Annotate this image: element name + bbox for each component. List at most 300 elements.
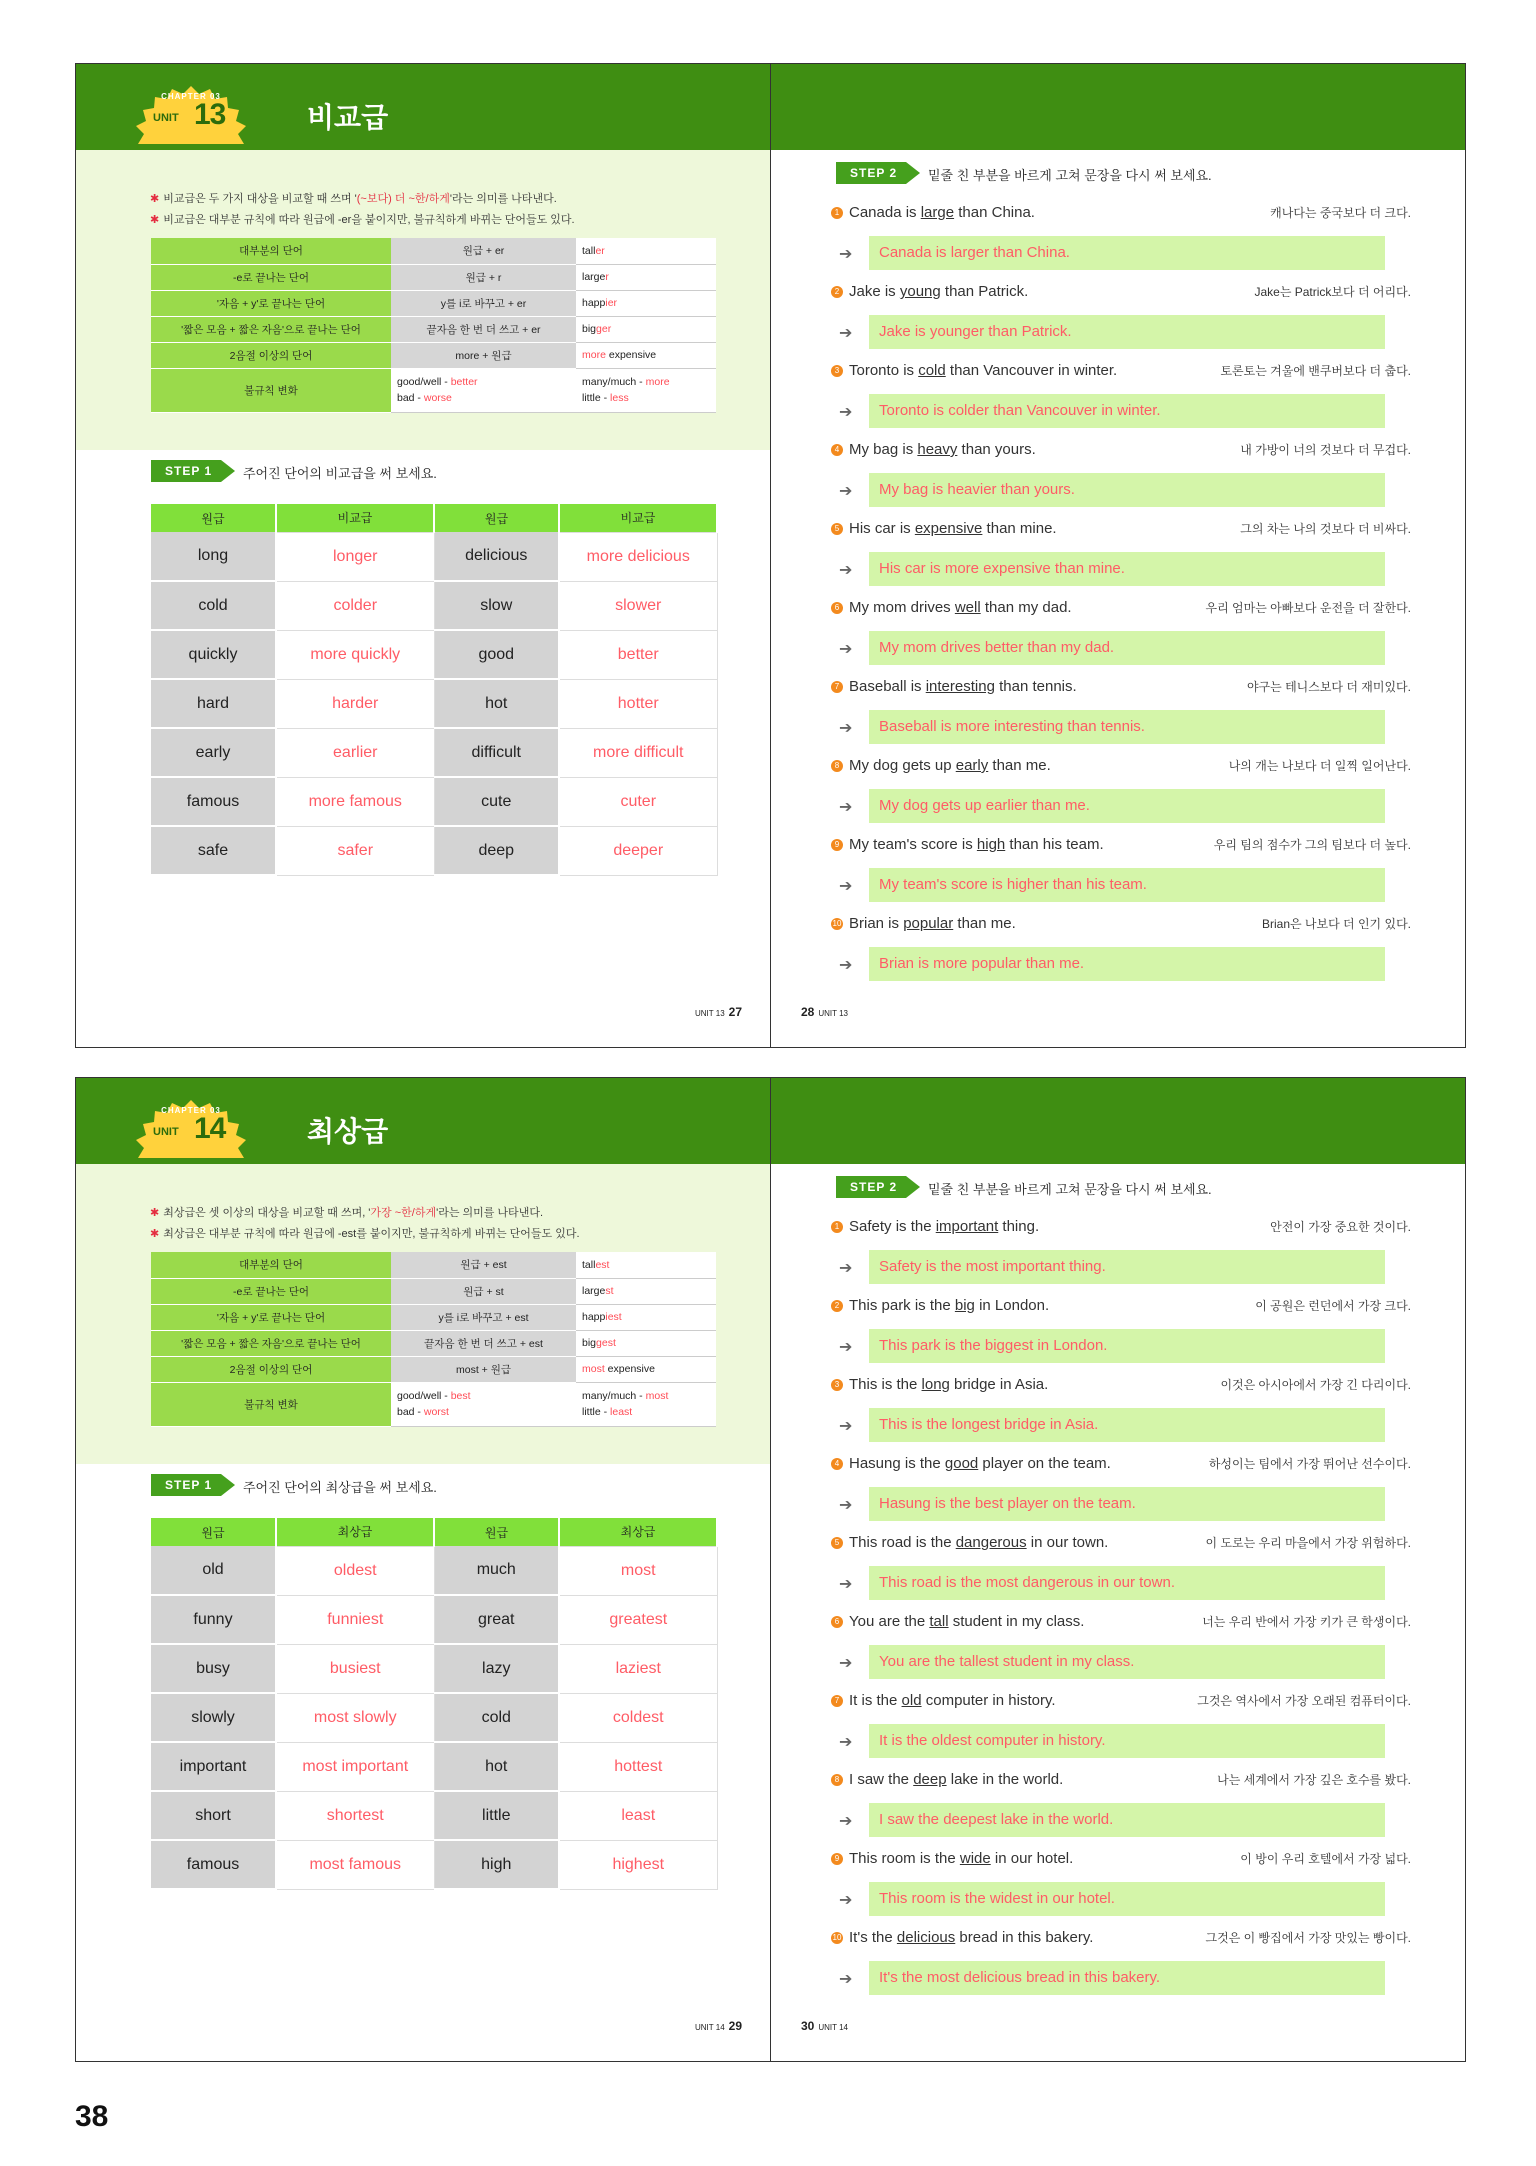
korean-translation: 그것은 역사에서 가장 오래된 컴퓨터이다. — [1197, 1694, 1411, 1708]
sentence-start: It is the — [849, 1692, 902, 1709]
step2-label: STEP 2 — [836, 1176, 906, 1198]
irregular-label: 불규칙 변화 — [151, 1382, 391, 1426]
question-sentence — [831, 1532, 1411, 1554]
question-sentence — [831, 597, 1411, 619]
answer-word: slower — [559, 581, 717, 630]
base-word: important — [151, 1742, 276, 1791]
column-header: 최상급 — [276, 1518, 434, 1546]
word-row — [151, 1791, 717, 1840]
question-item — [831, 202, 1411, 270]
sentence-start: Brian is — [849, 915, 904, 932]
irregular-form: best — [450, 1390, 471, 1402]
unit-header — [76, 1078, 770, 1164]
example-suffix: er — [595, 244, 605, 257]
step1-instruction: 주어진 단어의 비교급을 써 보세요. — [243, 466, 437, 481]
question-number-icon: 6 — [831, 602, 843, 614]
base-word: hot — [434, 679, 559, 728]
irregular-base: bad - — [397, 1406, 424, 1418]
base-word: cold — [151, 581, 276, 630]
base-word: cold — [434, 1693, 559, 1742]
example-suffix: st — [605, 1285, 614, 1297]
irregular-form: worse — [423, 392, 452, 404]
rule-word-type: '짧은 모음 + 짧은 자음'으로 끝나는 단어 — [151, 316, 391, 342]
base-word: busy — [151, 1644, 276, 1693]
question-sentence — [831, 281, 1411, 303]
note-highlight: 가장 ~한/하게 — [370, 1207, 437, 1219]
answer-box: This is the longest bridge in Asia. — [869, 1408, 1385, 1442]
rule-row — [151, 290, 716, 316]
base-word: early — [151, 728, 276, 777]
word-row — [151, 1595, 717, 1644]
irregular-examples-b — [576, 368, 716, 412]
note-text-end: '라는 의미를 나타낸다. — [449, 193, 557, 205]
note-text: 최상급은 셋 이상의 대상을 비교할 때 쓰며, ' — [163, 1207, 371, 1219]
answer-word: hottest — [559, 1742, 717, 1791]
rule-formation: 원급 + r — [391, 264, 576, 290]
sentence-start: You are the — [849, 1613, 930, 1630]
sentence-end: in London. — [974, 1297, 1050, 1314]
sentence-end: in our town. — [1026, 1534, 1109, 1551]
answer-line — [831, 631, 1411, 665]
example-prefix: most — [582, 1363, 605, 1375]
answer-line — [831, 1724, 1411, 1758]
underlined-word: old — [901, 1692, 922, 1709]
question-sentence — [831, 1453, 1411, 1475]
answer-word: most — [559, 1546, 717, 1595]
irregular-base: good/well - — [397, 376, 451, 388]
rule-example — [576, 1356, 716, 1382]
unit-badge — [132, 1100, 250, 1160]
sentence-start: This road is the — [849, 1534, 956, 1551]
answer-line — [831, 236, 1411, 270]
rule-word-type: '짧은 모음 + 짧은 자음'으로 끝나는 단어 — [151, 1330, 391, 1356]
note-line — [150, 189, 575, 210]
answer-line — [831, 1329, 1411, 1363]
underlined-word: well — [954, 599, 981, 616]
arrow-right-icon: ➔ — [839, 1813, 853, 1830]
step1-instruction: 주어진 단어의 최상급을 써 보세요. — [243, 1480, 437, 1495]
sentence-end: player on the team. — [978, 1455, 1111, 1472]
question-number-icon: 3 — [831, 365, 843, 377]
answer-line — [831, 1645, 1411, 1679]
star-icon: ✱ — [150, 214, 160, 226]
base-word: short — [151, 1791, 276, 1840]
unit-label: UNIT — [153, 1126, 179, 1138]
rule-row — [151, 1252, 716, 1278]
question-number-icon: 2 — [831, 1300, 843, 1312]
sentence-end: student in my class. — [948, 1613, 1085, 1630]
answer-line — [831, 473, 1411, 507]
right-page-footer — [801, 2019, 852, 2033]
question-sentence — [831, 1611, 1411, 1633]
arrow-right-icon: ➔ — [839, 483, 853, 500]
unit-number: 13 — [194, 98, 226, 131]
rule-example — [576, 1252, 716, 1278]
word-table — [151, 1518, 718, 1890]
underlined-word: large — [920, 204, 955, 221]
question-item — [831, 834, 1411, 902]
left-page-footer — [691, 1005, 742, 1019]
question-sentence — [831, 913, 1411, 935]
rule-word-type: 2음절 이상의 단어 — [151, 342, 391, 368]
answer-box: Safety is the most important thing. — [869, 1250, 1385, 1284]
question-number-icon: 5 — [831, 1537, 843, 1549]
sentence-end: lake in the world. — [946, 1771, 1064, 1788]
answer-word: cuter — [559, 777, 717, 826]
question-number-icon: 7 — [831, 1695, 843, 1707]
right-page — [771, 1078, 1465, 2061]
base-word: famous — [151, 1840, 276, 1889]
word-table-header — [151, 1518, 717, 1546]
word-row — [151, 532, 717, 581]
question-number-icon: 10 — [832, 1933, 842, 1943]
answer-word: harder — [276, 679, 434, 728]
footer-unit: UNIT 14 — [695, 2023, 725, 2032]
arrow-right-icon: ➔ — [839, 641, 853, 658]
question-sentence — [831, 1295, 1411, 1317]
irregular-base: bad - — [397, 392, 424, 404]
answer-box: Jake is younger than Patrick. — [869, 315, 1385, 349]
base-word: hard — [151, 679, 276, 728]
column-header: 원급 — [434, 1518, 559, 1546]
answer-box: His car is more expensive than mine. — [869, 552, 1385, 586]
arrow-right-icon: ➔ — [839, 325, 853, 342]
rule-word-type: '자음 + y'로 끝나는 단어 — [151, 1304, 391, 1330]
sentence-start: Canada is — [849, 204, 921, 221]
sentence-end: than Patrick. — [940, 283, 1029, 300]
irregular-row — [151, 1382, 716, 1426]
answer-word: coldest — [559, 1693, 717, 1742]
base-word: great — [434, 1595, 559, 1644]
answer-word: most important — [276, 1742, 434, 1791]
answer-box: Hasung is the best player on the team. — [869, 1487, 1385, 1521]
sentence-start: This is the — [849, 1376, 922, 1393]
answer-box: Canada is larger than China. — [869, 236, 1385, 270]
star-icon: ✱ — [150, 193, 160, 205]
question-number-icon: 9 — [831, 1853, 843, 1865]
example-rest: expensive — [605, 349, 657, 361]
answer-word: hotter — [559, 679, 717, 728]
question-sentence — [831, 1216, 1411, 1238]
rule-formation: y를 i로 바꾸고 + est — [391, 1304, 576, 1330]
korean-translation: 나는 세계에서 가장 깊은 호수를 봤다. — [1217, 1773, 1411, 1787]
sentence-start: His car is — [849, 520, 915, 537]
rule-word-type: -e로 끝나는 단어 — [151, 264, 391, 290]
answer-box: This room is the widest in our hotel. — [869, 1882, 1385, 1916]
underlined-word: big — [954, 1297, 975, 1314]
rule-formation: y를 i로 바꾸고 + er — [391, 290, 576, 316]
korean-translation: 이 공원은 런던에서 가장 크다. — [1255, 1299, 1411, 1313]
question-number-icon: 1 — [831, 1221, 843, 1233]
footer-page-number: 29 — [728, 2019, 742, 2033]
base-word: difficult — [434, 728, 559, 777]
answer-box: It is the oldest computer in history. — [869, 1724, 1385, 1758]
rule-word-type: 대부분의 단어 — [151, 1252, 391, 1278]
word-table-header — [151, 504, 717, 532]
example-base: large — [582, 271, 606, 283]
korean-translation: 이 방이 우리 호텔에서 가장 넓다. — [1240, 1852, 1411, 1866]
sentence-start: Safety is the — [849, 1218, 936, 1235]
sentence-end: than mine. — [982, 520, 1057, 537]
arrow-right-icon: ➔ — [839, 1892, 853, 1909]
grammar-notes — [150, 189, 575, 231]
underlined-word: cold — [918, 362, 946, 379]
korean-translation: Brian은 나보다 더 인기 있다. — [1261, 917, 1411, 931]
sentence-end: than my dad. — [980, 599, 1072, 616]
unit-label: UNIT — [153, 112, 179, 124]
question-sentence — [831, 439, 1411, 461]
sentence-end: than yours. — [957, 441, 1036, 458]
korean-translation: 야구는 테니스보다 더 재미있다. — [1246, 680, 1411, 694]
word-table — [151, 504, 718, 876]
note-text: 비교급은 대부분 규칙에 따라 원급에 -er을 붙이지만, 불규칙하게 바뀌는 단어들도 있다. — [163, 214, 575, 226]
question-item — [831, 676, 1411, 744]
underlined-word: dangerous — [955, 1534, 1027, 1551]
irregular-base: little - — [582, 392, 611, 404]
question-item — [831, 1216, 1411, 1284]
question-item — [831, 1295, 1411, 1363]
answer-box: It's the most delicious bread in this bakery. — [869, 1961, 1385, 1995]
irregular-examples-a — [391, 1382, 576, 1426]
word-row — [151, 1546, 717, 1595]
arrow-right-icon: ➔ — [839, 1655, 853, 1672]
question-item — [831, 1927, 1411, 1995]
korean-translation: 이것은 아시아에서 가장 긴 다리이다. — [1220, 1378, 1411, 1392]
rule-table — [151, 1252, 716, 1427]
answer-word: most famous — [276, 1840, 434, 1889]
base-word: good — [434, 630, 559, 679]
underlined-word: long — [921, 1376, 950, 1393]
word-row — [151, 630, 717, 679]
answer-word: earlier — [276, 728, 434, 777]
word-row — [151, 777, 717, 826]
base-word: old — [151, 1546, 276, 1595]
footer-unit: UNIT 13 — [818, 1009, 848, 1018]
base-word: hot — [434, 1742, 559, 1791]
underlined-word: heavy — [917, 441, 958, 458]
question-number-icon: 9 — [831, 839, 843, 851]
arrow-right-icon: ➔ — [839, 404, 853, 421]
sentence-end: computer in history. — [921, 1692, 1056, 1709]
base-word: funny — [151, 1595, 276, 1644]
answer-word: highest — [559, 1840, 717, 1889]
sentence-start: My mom drives — [849, 599, 955, 616]
rule-formation: 끝자음 한 번 더 쓰고 + er — [391, 316, 576, 342]
base-word: little — [434, 1791, 559, 1840]
question-item — [831, 439, 1411, 507]
base-word: cute — [434, 777, 559, 826]
sentence-start: This park is the — [849, 1297, 955, 1314]
irregular-examples-a — [391, 368, 576, 412]
korean-translation: 캐나다는 중국보다 더 크다. — [1270, 206, 1411, 220]
base-word: famous — [151, 777, 276, 826]
answer-word: more delicious — [559, 532, 717, 581]
answer-line — [831, 947, 1411, 981]
question-sentence — [831, 202, 1411, 224]
sentence-end: thing. — [998, 1218, 1040, 1235]
question-number-icon: 1 — [831, 207, 843, 219]
rule-row — [151, 238, 716, 264]
question-sentence — [831, 1690, 1411, 1712]
word-row — [151, 1693, 717, 1742]
sentence-start: My team's score is — [849, 836, 977, 853]
answer-box: Baseball is more interesting than tennis. — [869, 710, 1385, 744]
irregular-row — [151, 368, 716, 412]
answer-word: most slowly — [276, 1693, 434, 1742]
word-row — [151, 679, 717, 728]
answer-box: This road is the most dangerous in our town. — [869, 1566, 1385, 1600]
korean-translation: 우리 엄마는 아빠보다 운전을 더 잘한다. — [1205, 601, 1411, 615]
rule-formation: more + 원급 — [391, 342, 576, 368]
question-item — [831, 1453, 1411, 1521]
note-text-end: '라는 의미를 나타낸다. — [436, 1207, 543, 1219]
column-header: 최상급 — [559, 1518, 717, 1546]
star-icon: ✱ — [150, 1228, 160, 1240]
footer-unit: UNIT 14 — [818, 2023, 848, 2032]
underlined-word: good — [944, 1455, 979, 1472]
korean-translation: 안전이 가장 중요한 것이다. — [1270, 1220, 1411, 1234]
rule-word-type: -e로 끝나는 단어 — [151, 1278, 391, 1304]
question-number-icon: 2 — [831, 286, 843, 298]
answer-line — [831, 1961, 1411, 1995]
unit-badge — [132, 86, 250, 146]
answer-word: longer — [276, 532, 434, 581]
rule-formation: 원급 + est — [391, 1252, 576, 1278]
irregular-form: most — [645, 1390, 669, 1402]
spread-unit-14 — [75, 1077, 1466, 2062]
sentence-end: than me. — [988, 757, 1051, 774]
note-line — [150, 1224, 580, 1245]
answer-line — [831, 1408, 1411, 1442]
question-item — [831, 1532, 1411, 1600]
korean-translation: Jake는 Patrick보다 더 어리다. — [1254, 285, 1411, 299]
example-rest: expensive — [604, 1363, 655, 1375]
example-suffix: iest — [605, 1311, 622, 1323]
footer-unit: UNIT 13 — [695, 1009, 725, 1018]
column-header: 원급 — [151, 1518, 276, 1546]
sentence-end: than his team. — [1005, 836, 1104, 853]
left-page — [76, 64, 771, 1047]
page-number: 38 — [75, 2100, 109, 2133]
sentence-start: This room is the — [849, 1850, 960, 1867]
irregular-base: good/well - — [397, 1390, 451, 1402]
star-icon: ✱ — [150, 1207, 160, 1219]
step2-label: STEP 2 — [836, 162, 906, 184]
rule-example — [576, 264, 716, 290]
underlined-word: tall — [929, 1613, 949, 1630]
answer-word: oldest — [276, 1546, 434, 1595]
rule-table — [151, 238, 716, 413]
base-word: lazy — [434, 1644, 559, 1693]
answer-word: deeper — [559, 826, 717, 875]
rule-example — [576, 1278, 716, 1304]
example-base: tall — [582, 1258, 596, 1271]
underlined-word: early — [955, 757, 989, 774]
answer-line — [831, 315, 1411, 349]
underlined-word: young — [899, 283, 941, 300]
note-line — [150, 210, 575, 231]
rule-row — [151, 342, 716, 368]
question-item — [831, 913, 1411, 981]
base-word: slow — [434, 581, 559, 630]
arrow-right-icon: ➔ — [839, 957, 853, 974]
irregular-form: better — [450, 376, 478, 388]
arrow-right-icon: ➔ — [839, 1497, 853, 1514]
rule-row — [151, 1304, 716, 1330]
arrow-right-icon: ➔ — [839, 1576, 853, 1593]
korean-translation: 토론토는 겨울에 밴쿠버보다 더 춥다. — [1220, 364, 1411, 378]
step1-label: STEP 1 — [151, 1474, 221, 1496]
base-word: delicious — [434, 532, 559, 581]
irregular-base: many/much - — [582, 376, 646, 388]
base-word: much — [434, 1546, 559, 1595]
question-item — [831, 1690, 1411, 1758]
unit-number: 14 — [194, 1112, 226, 1145]
right-page-footer — [801, 1005, 852, 1019]
answer-word: more quickly — [276, 630, 434, 679]
rule-formation: 끝자음 한 번 더 쓰고 + est — [391, 1330, 576, 1356]
answer-box: My mom drives better than my dad. — [869, 631, 1385, 665]
korean-translation: 내 가방이 너의 것보다 더 무겁다. — [1240, 443, 1411, 457]
sentence-end: bread in this bakery. — [955, 1929, 1094, 1946]
column-header: 원급 — [434, 504, 559, 532]
answer-box: I saw the deepest lake in the world. — [869, 1803, 1385, 1837]
word-row — [151, 1742, 717, 1791]
question-sentence — [831, 755, 1411, 777]
right-header-band — [771, 1078, 1465, 1164]
step2-instruction: 밑줄 친 부분을 바르게 고쳐 문장을 다시 써 보세요. — [928, 1182, 1212, 1197]
right-header-band — [771, 64, 1465, 150]
word-row — [151, 1644, 717, 1693]
question-item — [831, 755, 1411, 823]
question-number-icon: 4 — [831, 1458, 843, 1470]
arrow-right-icon: ➔ — [839, 1260, 853, 1277]
rule-word-type: '자음 + y'로 끝나는 단어 — [151, 290, 391, 316]
question-sentence — [831, 1769, 1411, 1791]
irregular-label: 불규칙 변화 — [151, 368, 391, 412]
left-page — [76, 1078, 771, 2061]
sentence-end: bridge in Asia. — [949, 1376, 1049, 1393]
rule-formation: most + 원급 — [391, 1356, 576, 1382]
korean-translation: 나의 개는 나보다 더 일찍 일어난다. — [1228, 759, 1411, 773]
answer-box: My team's score is higher than his team. — [869, 868, 1385, 902]
chapter-label: CHAPTER 03 — [161, 92, 221, 101]
example-base: big — [582, 323, 597, 335]
answer-line — [831, 789, 1411, 823]
base-word: deep — [434, 826, 559, 875]
answer-line — [831, 1882, 1411, 1916]
rule-word-type: 대부분의 단어 — [151, 238, 391, 264]
question-sentence — [831, 1374, 1411, 1396]
question-number-icon: 8 — [831, 1774, 843, 1786]
question-number-icon: 4 — [831, 444, 843, 456]
irregular-base: little - — [582, 1406, 611, 1418]
irregular-base: many/much - — [582, 1390, 646, 1402]
example-suffix: r — [605, 271, 609, 283]
sentence-end: than me. — [953, 915, 1016, 932]
right-page — [771, 64, 1465, 1047]
sentence-start: I saw the — [849, 1771, 914, 1788]
korean-translation: 우리 팀의 점수가 그의 팀보다 더 높다. — [1213, 838, 1411, 852]
question-number-icon: 10 — [832, 919, 842, 929]
chapter-label: CHAPTER 03 — [161, 1106, 221, 1115]
sentence-end: in our hotel. — [990, 1850, 1074, 1867]
answer-box: My dog gets up earlier than me. — [869, 789, 1385, 823]
irregular-examples-b — [576, 1382, 716, 1426]
answer-line — [831, 868, 1411, 902]
unit-title: 비교급 — [307, 102, 389, 133]
underlined-word: high — [976, 836, 1006, 853]
